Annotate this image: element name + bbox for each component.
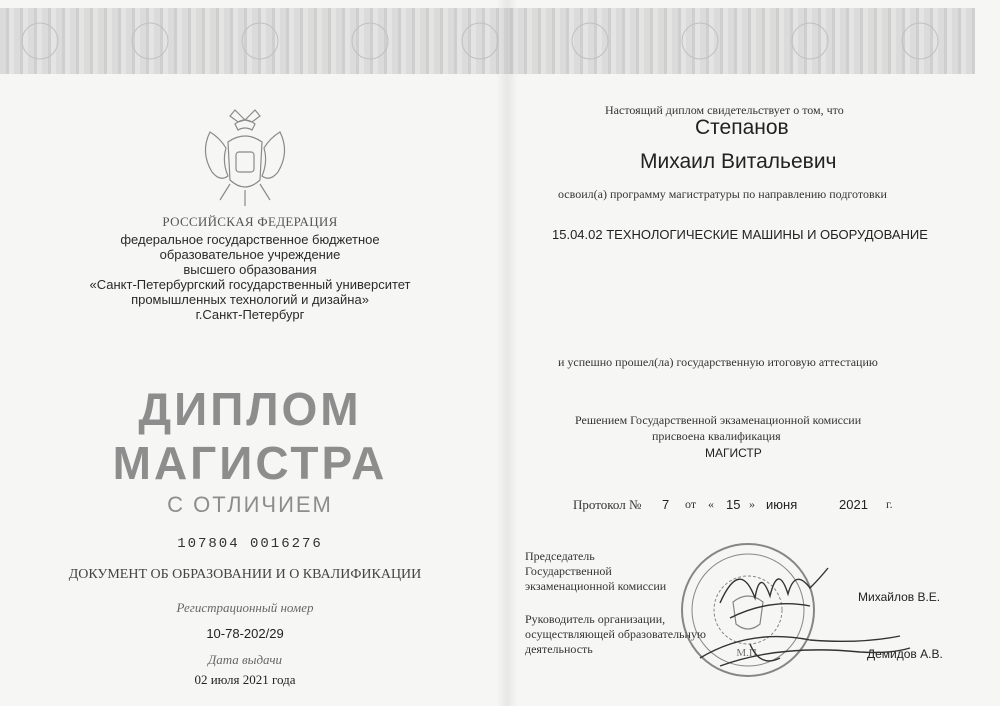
head-title-line: осуществляющей образовательную — [525, 627, 706, 641]
attestation-line: и успешно прошел(ла) государственную итоговую аттестацию — [558, 355, 878, 369]
coat-of-arms-icon — [190, 102, 300, 212]
intro-text: Настоящий диплом свидетельствует о том, что — [605, 103, 844, 117]
seal-text: М.П. — [736, 647, 760, 659]
graduate-surname: Степанов — [695, 116, 789, 139]
institution-line: образовательное учреждение — [159, 247, 341, 262]
issue-date-label: Дата выдачи — [207, 652, 283, 667]
institution-line: г.Санкт-Петербург — [195, 307, 305, 322]
serial-number: 107804 0016276 — [177, 536, 323, 552]
title-diploma: ДИПЛОМ — [138, 383, 362, 435]
chair-title — [525, 549, 666, 594]
protocol-number: 7 — [662, 497, 670, 512]
institution-line: «Санкт-Петербургский государственный университет — [89, 277, 411, 292]
protocol-month: июня — [766, 497, 798, 512]
head-title-line: деятельность — [525, 642, 593, 656]
registration-label: Регистрационный номер — [176, 600, 314, 615]
head-name: Демидов А.В. — [867, 647, 943, 661]
registration-number: 10-78-202/29 — [206, 626, 284, 641]
decision-line: Решением Государственной экзаменационной комиссии — [575, 413, 862, 427]
protocol-from: от — [685, 497, 697, 511]
protocol-open-quote: « — [708, 497, 714, 511]
qualification: МАГИСТР — [705, 446, 762, 460]
country-name: РОССИЙСКАЯ ФЕДЕРАЦИЯ — [162, 214, 338, 229]
protocol-close-quote: » — [749, 497, 755, 511]
chair-title-line: экзаменационной комиссии — [525, 579, 667, 593]
graduate-given-name: Михаил Витальевич — [640, 150, 837, 173]
issue-date: 02 июля 2021 года — [194, 672, 296, 687]
protocol-day: 15 — [726, 497, 741, 512]
institution-name — [0, 232, 500, 322]
protocol-year: 2021 — [839, 497, 868, 512]
institution-line: промышленных технологий и дизайна» — [131, 292, 369, 307]
document-type: ДОКУМЕНТ ОБ ОБРАЗОВАНИИ И О КВАЛИФИКАЦИИ — [68, 567, 422, 582]
protocol-year-suffix: г. — [886, 497, 893, 511]
chair-title-line: Председатель — [525, 549, 595, 563]
decision-line: присвоена квалификация — [652, 429, 781, 443]
chair-name: Михайлов В.Е. — [858, 590, 941, 604]
protocol-label: Протокол № — [573, 497, 642, 512]
institution-line: высшего образования — [183, 262, 317, 277]
title-honors: С ОТЛИЧИЕМ — [167, 492, 333, 517]
specialty: 15.04.02 ТЕХНОЛОГИЧЕСКИЕ МАШИНЫ И ОБОРУДОВАНИЕ — [552, 227, 928, 242]
institution-line: федеральное государственное бюджетное — [120, 232, 380, 247]
chair-title-line: Государственной — [525, 564, 612, 578]
title-master: МАГИСТРА — [112, 437, 388, 489]
signature-icon — [660, 548, 920, 688]
head-title-line: Руководитель организации, — [525, 612, 666, 626]
program-line: освоил(а) программу магистратуры по направлению подготовки — [558, 187, 887, 201]
